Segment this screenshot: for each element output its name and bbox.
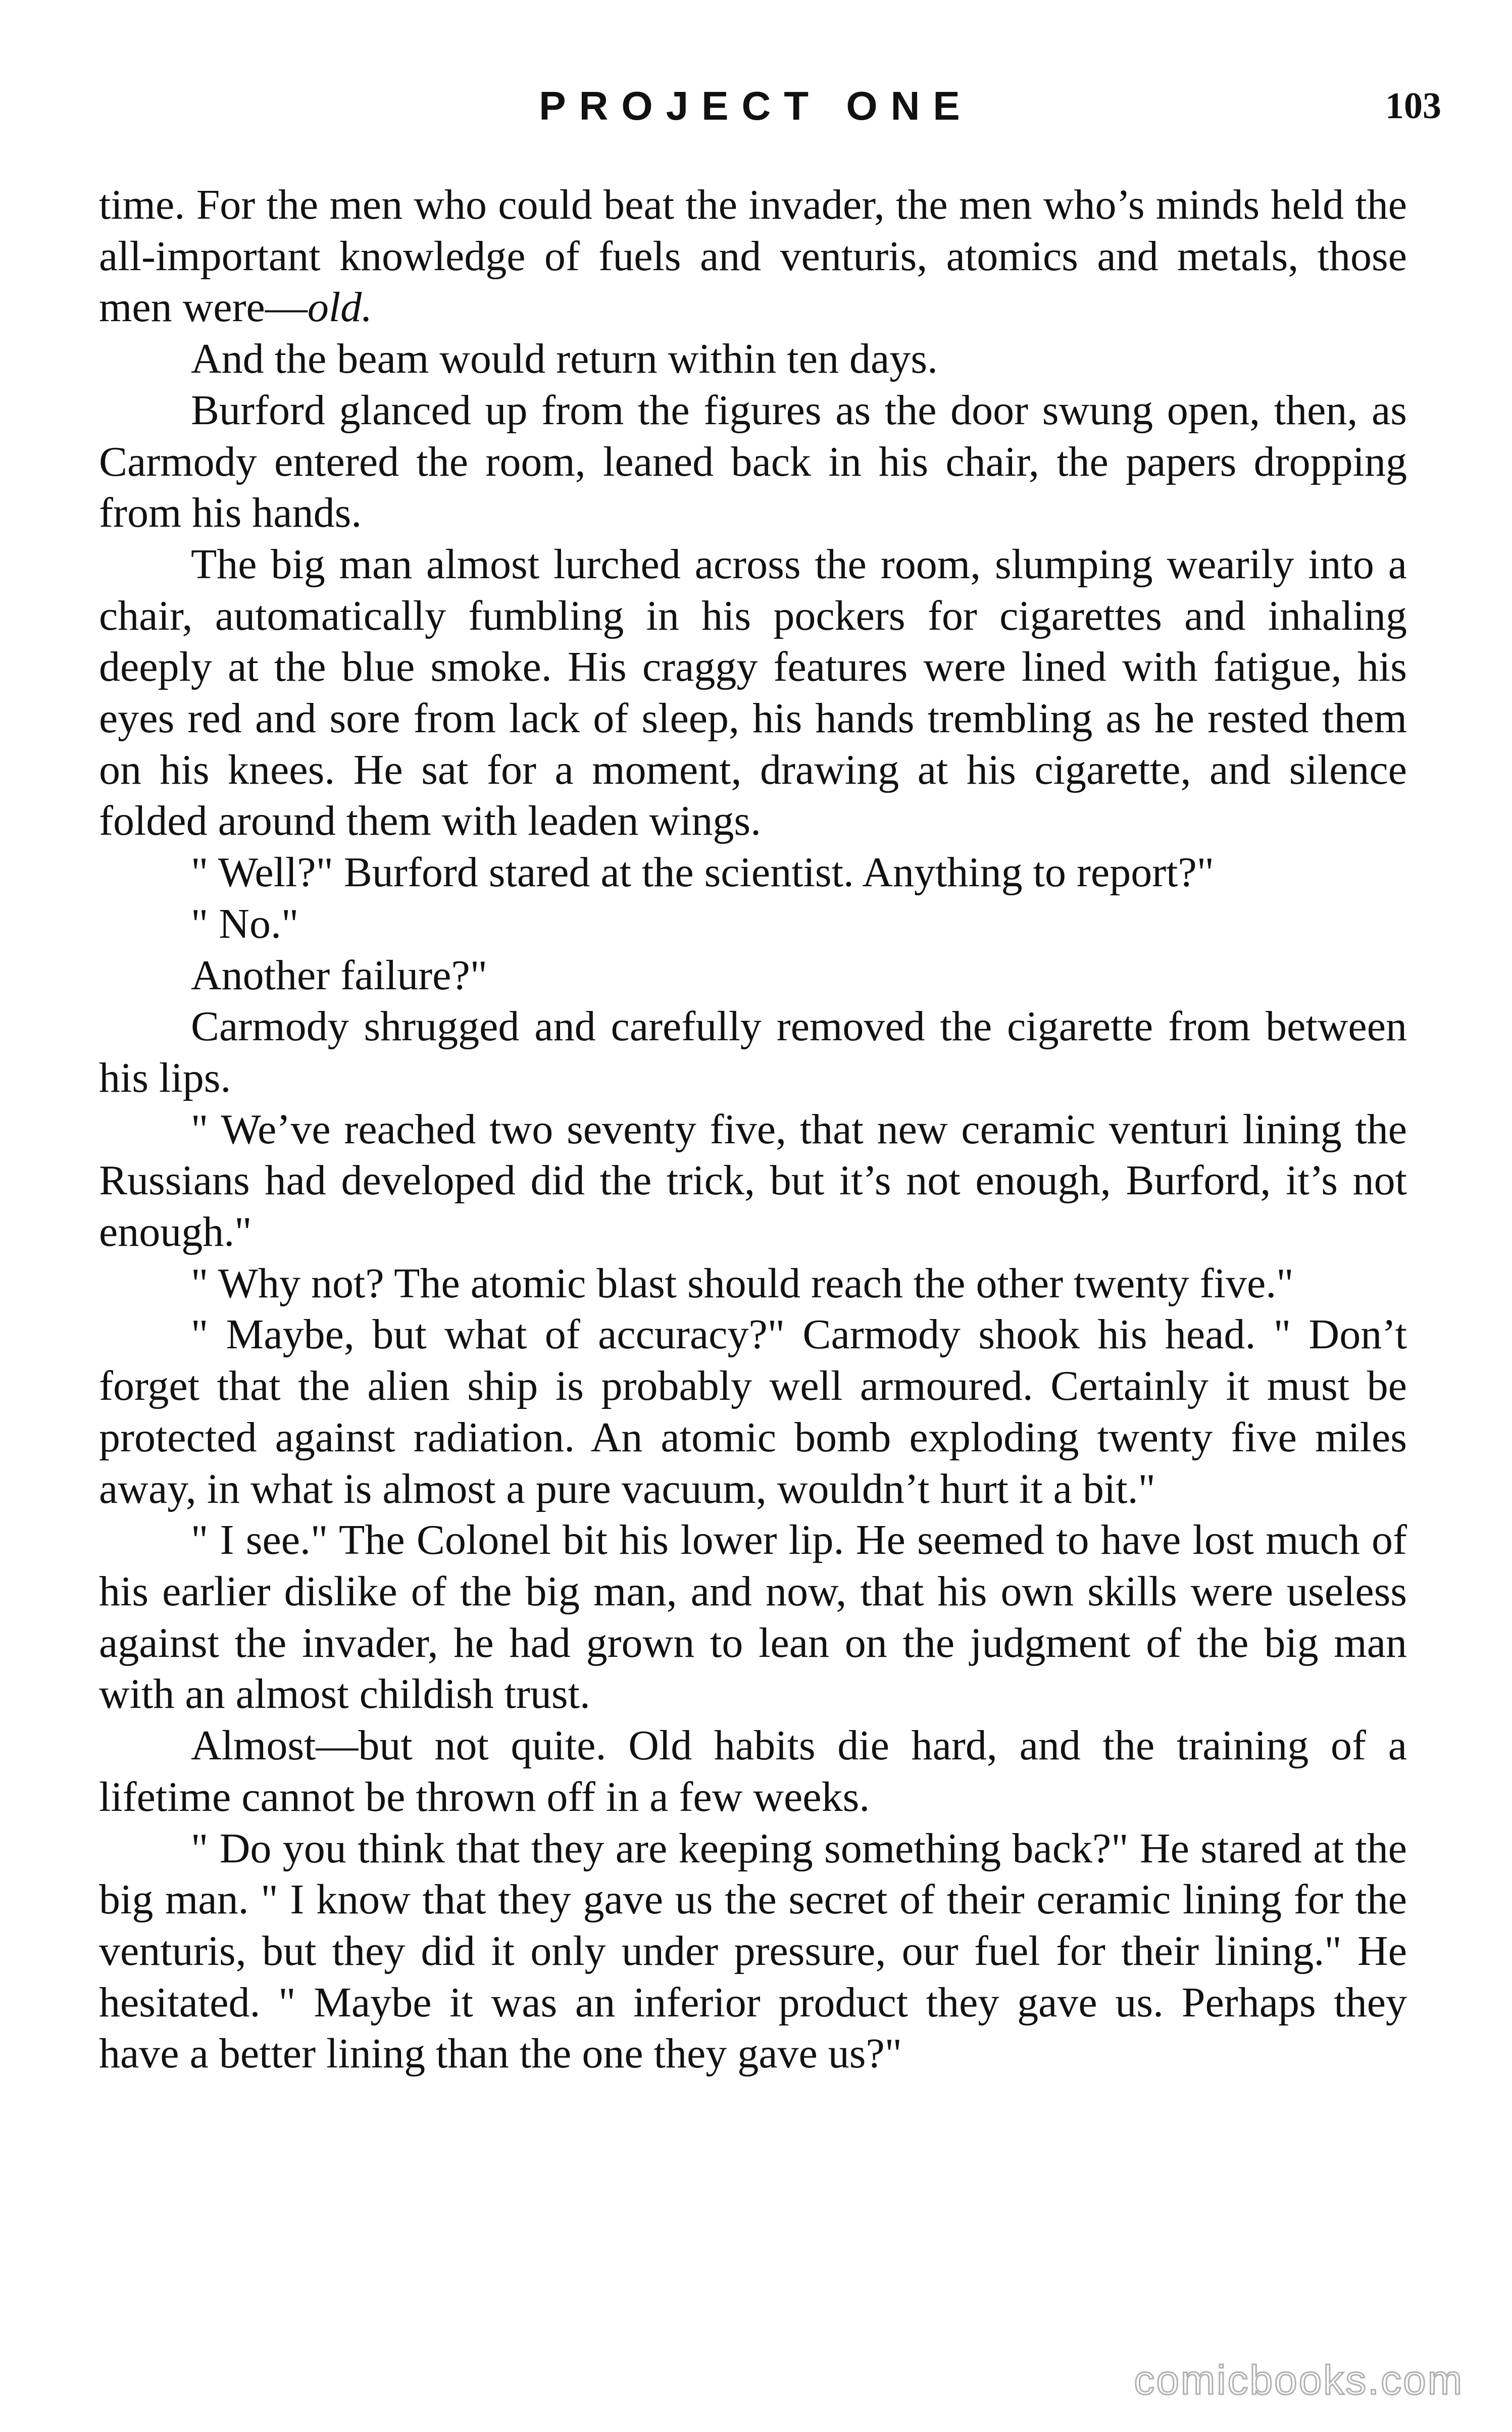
paragraph-12: " I see." The Colonel bit his lower lip. He seemed to have lost much of his earlier dislike of the big man, and now, that his own skills were useless against the invader, he had grown to lean on the judgment of the big man with an almost childish trust. xyxy=(99,1516,1407,1718)
paragraph-13: Almost—but not quite. Old habits die hard, and the training of a lifetime cannot be thrown off in a few weeks. xyxy=(99,1722,1407,1820)
paragraph-4: The big man almost lurched across the room, slumping wearily into a chair, automatically fumbling in his pockers for cigarettes and inhaling deeply at the blue smoke. His craggy features were lined with fatigue, his eyes red and sore from lack of sleep, his hands trembling as he rested them on his knees. He sat for a moment, drawing at his cigarette, and silence folded around them with leaden wings. xyxy=(99,540,1407,845)
running-head xyxy=(0,76,1512,136)
paragraph-3: Burford glanced up from the figures as the door swung open, then, as Carmody entered the room, leaned back in his chair, the papers dropping from his hands. xyxy=(99,386,1407,537)
running-title: PROJECT ONE xyxy=(539,83,973,128)
paragraph-10: " Why not? The atomic blast should reach the other twenty five." xyxy=(191,1259,1294,1307)
paragraph-14: " Do you think that they are keeping something back?" He stared at the big man. " I know that they gave us the secret of their ceramic lining for the venturis, but they did it only under pressure, our fuel for their lining." He hesitated. " Maybe it was an inferior product they gave us. Perhaps they have a better lining than the one they gave us?" xyxy=(99,1825,1407,2078)
paragraph-2: And the beam would return within ten days. xyxy=(191,335,938,383)
paragraph-1-text: time. For the men who could beat the invader, the men who’s minds held the all-important knowledge of fuels and venturis, atomics and metals, those men were— xyxy=(99,181,1407,331)
paragraph-9: " We’ve reached two seventy five, that new ceramic venturi lining the Russians had developed did the trick, but it’s not enough, Burford, it’s not enough." xyxy=(99,1105,1407,1256)
body-text xyxy=(99,179,1407,2080)
watermark: comicbooks.com xyxy=(1134,2357,1464,2403)
paragraph-8: Carmody shrugged and carefully removed the cigarette from between his lips. xyxy=(99,1003,1407,1101)
paragraph-6: " No." xyxy=(191,900,299,947)
italic-emphasis: old. xyxy=(307,284,373,331)
paragraph-5: " Well?" Burford stared at the scientist. Anything to report?" xyxy=(191,849,1215,896)
paragraph-7: Another failure?" xyxy=(191,951,488,999)
paragraph-11: " Maybe, but what of accuracy?" Carmody shook his head. " Don’t forget that the alien ship is probably well armoured. Certainly it must be protected against radiation. An atomic bomb exploding twenty five miles away, in what is almost a pure vacuum, wouldn’t hurt it a bit." xyxy=(99,1311,1407,1512)
paragraph-1 xyxy=(99,179,1407,333)
page-number: 103 xyxy=(1385,85,1441,127)
